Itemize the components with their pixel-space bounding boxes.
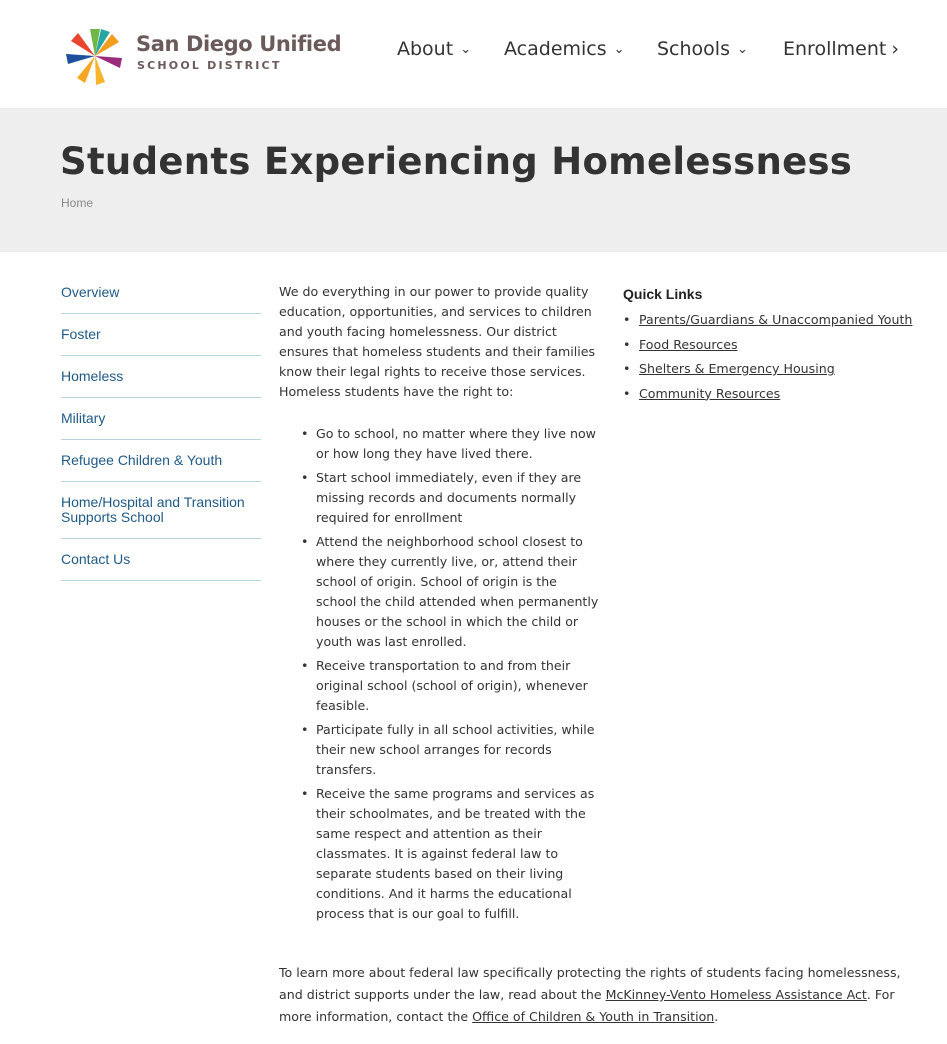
site-header — [0, 0, 947, 108]
page-title: Students Experiencing Homelessness — [60, 140, 853, 183]
chevron-right-icon: › — [891, 38, 899, 60]
list-item: • Participate fully in all school activities, while their new school arranges for records transfers. — [301, 720, 601, 780]
intro-paragraph: We do everything in our power to provide quality education, opportunities, and services to children and youth facing homelessness. Our district ensures that homeless students and their families know their legal rights to receive those services. Homeless students have the right to: — [279, 284, 596, 399]
sidebar-item-homeless[interactable]: Homeless — [61, 356, 261, 398]
list-item: • Receive the same programs and services as their schoolmates, and be treated with the same respect and attention as their classmates. It is against federal law to separate students based on their living conditions. And it harms the educational process that is our goal to fulfill. — [301, 784, 601, 924]
quick-links — [623, 286, 933, 406]
federal-law-paragraph — [279, 962, 919, 1028]
nav-schools-label: Schools — [657, 38, 730, 60]
sidebar-item-home-hospital[interactable]: Home/Hospital and Transition Supports School — [61, 482, 261, 539]
quick-link-food[interactable]: Food Resources — [639, 336, 738, 352]
list-item — [623, 308, 933, 333]
list-item: • Start school immediately, even if they are missing records and documents normally required for enrollment — [301, 468, 601, 528]
sidebar-item-refugee[interactable]: Refugee Children & Youth — [61, 440, 261, 482]
logo-name: San Diego Unified — [136, 32, 342, 56]
list-item — [623, 357, 933, 382]
footer-text-1: To learn more about federal law specifically protecting the rights of students facing homelessness, and district supports under the law, read about the — [279, 965, 901, 1002]
sidebar-item-overview[interactable]: Overview — [61, 272, 261, 314]
quick-link-parents[interactable]: Parents/Guardians & Unaccompanied Youth — [639, 312, 913, 327]
page-banner — [0, 108, 947, 252]
nav-academics-label: Academics — [504, 38, 607, 60]
star-logo-icon — [64, 26, 126, 86]
sidebar-item-military[interactable]: Military — [61, 398, 261, 440]
sidebar-nav — [61, 272, 261, 581]
quick-links-title: Quick Links — [623, 286, 703, 302]
footer-text-3: . — [714, 1009, 719, 1024]
logo-subtitle: SCHOOL DISTRICT — [137, 59, 282, 72]
list-item — [623, 382, 933, 407]
chevron-down-icon: ⌄ — [613, 41, 625, 57]
footer-text-2: . For more information, contact the — [279, 987, 895, 1024]
breadcrumb-home[interactable]: Home — [61, 196, 94, 210]
sidebar-item-contact[interactable]: Contact Us — [61, 539, 261, 581]
quick-link-shelters[interactable]: Shelters & Emergency Housing — [639, 361, 835, 376]
mckinney-vento-link[interactable]: McKinney-Vento Homeless Assistance Act — [605, 987, 867, 1002]
rights-list — [279, 424, 601, 924]
main-nav — [397, 38, 907, 66]
sidebar-item-foster[interactable]: Foster — [61, 314, 261, 356]
list-item: • Go to school, no matter where they live now or how long they have lived there. — [301, 424, 601, 464]
nav-enrollment[interactable] — [783, 38, 899, 60]
chevron-down-icon: ⌄ — [460, 41, 472, 57]
quick-links-list — [623, 308, 933, 406]
nav-about[interactable] — [397, 38, 471, 60]
nav-about-label: About — [397, 38, 454, 60]
chevron-down-icon: ⌄ — [736, 41, 748, 57]
list-item — [623, 333, 933, 358]
list-item: • Receive transportation to and from their original school (school of origin), whenever feasible. — [301, 656, 601, 716]
quick-link-community[interactable]: Community Resources — [639, 385, 781, 401]
nav-enrollment-label: Enrollment — [783, 38, 887, 60]
nav-schools[interactable] — [657, 38, 748, 60]
list-item: • Attend the neighborhood school closest to where they currently live, or, attend their school of origin. School of origin is the school the child attended when permanently houses or the school in which the child or youth was last enrolled. — [301, 532, 601, 652]
nav-academics[interactable] — [504, 38, 625, 60]
main-content — [279, 282, 601, 928]
office-children-youth-link[interactable]: Office of Children & Youth in Transition — [472, 1009, 715, 1024]
district-logo[interactable] — [64, 26, 342, 86]
